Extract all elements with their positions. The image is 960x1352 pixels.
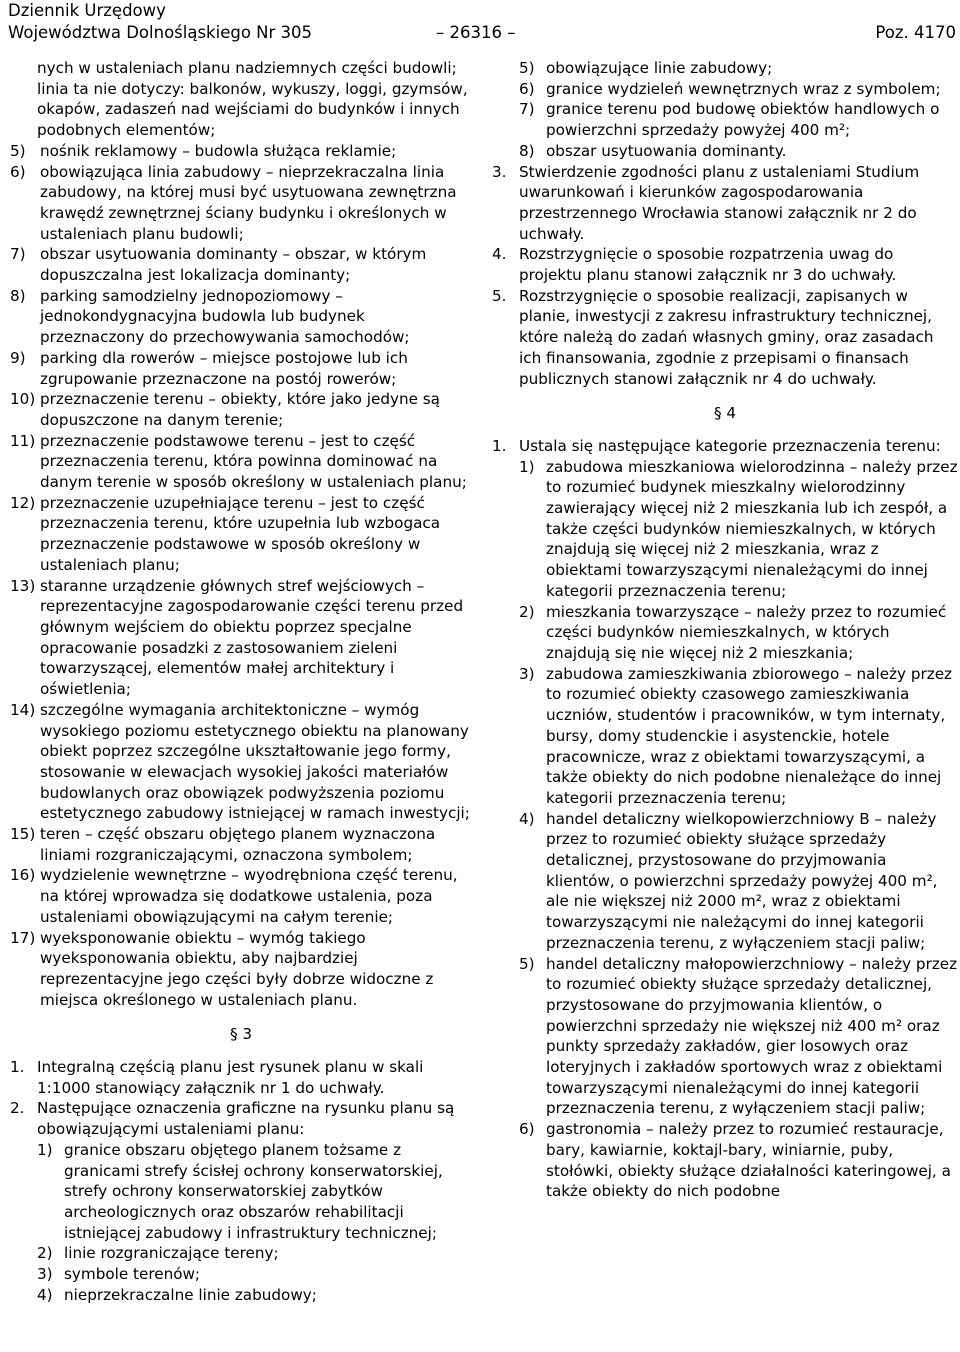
item-number: 7) [519, 100, 535, 119]
item-text: obszar usytuowania dominanty – obszar, w którym dopuszczalna jest lokalizacja dominanty; [40, 245, 427, 285]
item-text: obowiązująca linia zabudowy – nieprzekraczalna linia zabudowy, na której musi być usytuowana zewnętrzna krawędź zewnętrznej ściany budynku i określonych w ustaleniach planu budowli; [40, 162, 457, 243]
item-number: 6) [519, 1120, 535, 1139]
graphic-designations-list [492, 58, 958, 162]
item-text: Ustala się następujące kategorie przeznaczenia terenu: [519, 436, 941, 455]
sub-item [37, 1140, 472, 1244]
item-text: granice terenu pod budowę obiektów handlowych o powierzchni sprzedaży powyżej 400 m²; [546, 100, 940, 140]
sub-item [37, 1243, 472, 1264]
definition-item [10, 824, 472, 865]
item-text: mieszkania towarzyszące – należy przez to rozumieć części budynków niemieszkalnych, w których znajdują się nie więcej niż 2 mieszkania; [546, 602, 947, 662]
numbered-item [492, 286, 958, 390]
item-text: wydzielenie wewnętrzne – wyodrębniona część terenu, na której wprowadza się dodatkowe ustalenia, poza ustaleniami obowiązującymi na całym terenie; [40, 866, 458, 926]
page-number: Poz. 4170 [875, 23, 956, 42]
category-item [519, 602, 958, 664]
item-text: handel detaliczny wielkopowierzchniowy B – należy przez to rozumieć obiekty służące sprzedaży detalicznej, przystosowane do przyjmowania klientów, o powierzchni sprzedaży powyżej 400 m², ale nie większej niż 2000 m², wraz z obiektami towarzyszącymi nie należącymi do innej kategorii przeznaczenia terenu, z wyłączeniem stacji paliw; [546, 809, 938, 952]
category-item [519, 1119, 958, 1202]
definitions-list [10, 141, 472, 1011]
item-number: 1. [10, 1058, 25, 1077]
item-text: Rozstrzygnięcie o sposobie realizacji, zapisanych w planie, inwestycji z zakresu infrastruktury technicznej, które należą do zadań własnych gminy, oraz zasadach ich finansowania, zgodnie z przepisami o finansach publicznych stanowi załącznik nr 4 do uchwały. [519, 286, 934, 388]
numbered-item [492, 244, 958, 285]
item-number: 6) [10, 162, 26, 181]
definition-item [10, 244, 472, 285]
voivodeship-issue: Województwa Dolnośląskiego Nr 305 [8, 23, 313, 42]
item-text: obszar usytuowania dominanty. [546, 141, 787, 160]
sub-item [37, 1285, 472, 1306]
item-number: 2) [519, 602, 535, 621]
sub-item [519, 79, 958, 100]
section-4-categories [492, 457, 958, 1202]
item-text: nieprzekraczalne linie zabudowy; [64, 1285, 317, 1304]
item-number: 14) [10, 700, 36, 719]
item-text: granice obszaru objętego planem tożsame z granicami strefy ścisłej ochrony konserwatorskiej, strefy ochrony konserwatorskiej zabytków archeologicznych oraz obszarów rehabilitacji istniejącej zabudowy i infrastruktury technicznej; [64, 1140, 443, 1242]
item-text: nośnik reklamowy – budowla służąca reklamie; [40, 141, 397, 160]
definition-item [10, 928, 472, 1011]
item-text: zabudowa zamieszkiwania zbiorowego – należy przez to rozumieć obiekty czasowego zamieszkiwania uczniów, studentów i pracowników, w tym internaty, bursy, domy studenckie i asystenckie, hotele pracownicze, wraz z obiektami towarzyszącymi, a także obiekty do nich podobne nienależące do innej kategorii przeznaczenia terenu; [546, 664, 953, 807]
category-item [519, 954, 958, 1120]
continued-definition: nych w ustaleniach planu nadziemnych części budowli; linia ta nie dotyczy: balkonów, wykuszy, loggi, gzymsów, okapów, zadaszeń nad wejściami do budynków i innych podobnych elementów; [37, 59, 468, 140]
section-4-item [492, 436, 958, 457]
definition-item [10, 162, 472, 245]
category-item [519, 664, 958, 809]
item-number: 5) [10, 141, 26, 160]
definition-item [10, 389, 472, 430]
item-number: 5) [519, 59, 535, 77]
category-item [519, 457, 958, 602]
item-text: Stwierdzenie zgodności planu z ustaleniami Studium uwarunkowań i kierunków zagospodarowania przestrzennego Wrocławia stanowi załącznik nr 2 do uchwały. [519, 162, 920, 243]
item-text: granice wydzieleń wewnętrznych wraz z symbolem; [546, 79, 941, 98]
item-number: 5. [492, 286, 507, 305]
item-number: 7) [10, 245, 26, 264]
page-header [8, 0, 956, 44]
item-text: handel detaliczny małopowierzchniowy – należy przez to rozumieć obiekty służące sprzedaży detalicznej, przystosowane do przyjmowania klientów, o powierzchni sprzedaży nie większej niż 400 m² oraz punkty sprzedaży zakładów, gier losowych oraz loteryjnych i zakładów sportowych wraz z obiektami towarzyszącymi nienależącymi do innej kategorii przeznaczenia terenu, z wyłączeniem stacji paliw; [546, 954, 958, 1118]
item-text: Integralną częścią planu jest rysunek planu w skali 1:1000 stanowiący załącznik nr 1 do uchwały. [37, 1058, 424, 1097]
definition-item [10, 576, 472, 700]
journal-title: Dziennik Urzędowy [8, 1, 166, 20]
sub-item [519, 99, 958, 140]
item-text: Następujące oznaczenia graficzne na rysunku planu są obowiązującymi ustaleniami planu: [37, 1099, 455, 1139]
item-number: 8) [10, 286, 26, 305]
item-number: 8) [519, 141, 535, 160]
left-column [10, 58, 472, 1305]
item-text: gastronomia – należy przez to rozumieć restauracje, bary, kawiarnie, koktajl-bary, winiarnie, puby, stołówki, obiekty służące działalności kateringowej, a także obiekty do nich podobne [546, 1120, 951, 1201]
definition-item [10, 431, 472, 493]
item-text: przeznaczenie podstawowe terenu – jest to część przeznaczenia terenu, która powinna dominować na danym terenie w sposób określony w ustaleniach planu; [40, 431, 467, 492]
numbered-item [492, 436, 958, 457]
sub-item [519, 58, 958, 79]
item-number: 4. [492, 245, 507, 264]
item-text: zabudowa mieszkaniowa wielorodzinna – należy przez to rozumieć budynek mieszkalny wielorodzinny zawierający więcej niż 2 mieszkania lub ich zespół, a także części budynków niemieszkalnych, w których znajdują się więcej niż 2 mieszkania, wraz z obiektami towarzyszącymi nienależącymi do innej kategorii przeznaczenia terenu; [546, 457, 958, 600]
item-text: linie rozgraniczające tereny; [64, 1244, 279, 1263]
section-3-items-cont [492, 162, 958, 390]
numbered-item [492, 162, 958, 245]
definition-item [10, 865, 472, 927]
item-text: przeznaczenie terenu – obiekty, które jako jedyne są dopuszczone na danym terenie; [40, 390, 440, 429]
numbered-item [10, 1057, 472, 1098]
item-number: 11) [10, 431, 36, 450]
item-number: 2) [37, 1244, 53, 1263]
section-3-heading: § 3 [229, 1025, 253, 1044]
item-number: 3) [37, 1265, 53, 1284]
section-4-heading: § 4 [713, 404, 737, 423]
item-text: wyeksponowanie obiektu – wymóg takiego wyeksponowania obiektu, aby najbardziej reprezentacyjne jego części były dobrze widoczne z miejsca określonego w ustaleniach planu. [40, 928, 434, 1009]
definition-item [10, 141, 472, 162]
item-number: 16) [10, 866, 36, 885]
section-3-items [10, 1057, 472, 1140]
item-number: 4) [519, 809, 535, 828]
item-text: szczególne wymagania architektoniczne – wymóg wysokiego poziomu estetycznego obiektu na planowany obiekt poprzez szczególne ukształtowanie jego formy, stosowanie w elewacjach wysokiej jakości materiałów budowlanych oraz obowiązek podwyższenia poziomu estetycznego zabudowy istniejącej w ramach inwestycji; [40, 700, 470, 823]
section-3-sublist [10, 1140, 472, 1306]
definition-item [10, 700, 472, 824]
definition-item [10, 348, 472, 389]
item-number: 1. [492, 436, 507, 455]
item-number: 1) [519, 457, 535, 476]
item-text: teren – część obszaru objętego planem wyznaczona liniami rozgraniczającymi, oznaczona symbolem; [40, 825, 436, 864]
item-number: 17) [10, 928, 36, 947]
item-number: 3. [492, 162, 507, 181]
item-number: 10) [10, 390, 36, 409]
right-column [492, 58, 958, 1202]
item-text: staranne urządzenie głównych stref wejściowych – reprezentacyjne zagospodarowanie części terenu przed głównym wejściem do obiektu poprzez specjalne opracowanie posadzki z zastosowaniem zieleni towarzyszącej, elementów małej architektury i oświetlenia; [40, 576, 464, 699]
item-number: 4) [37, 1285, 53, 1304]
item-text: parking dla rowerów – miejsce postojowe lub ich zgrupowanie przeznaczone na postój rowerów; [40, 348, 408, 388]
definition-item [10, 286, 472, 348]
item-number: 15) [10, 825, 36, 844]
item-number: 1) [37, 1140, 53, 1159]
category-item [519, 809, 958, 954]
sub-item [519, 141, 958, 162]
item-number: 9) [10, 348, 26, 367]
item-number: 6) [519, 79, 535, 98]
item-number: 3) [519, 664, 535, 683]
numbered-item [10, 1098, 472, 1139]
item-text: obowiązujące linie zabudowy; [546, 59, 773, 77]
item-text: Rozstrzygnięcie o sposobie rozpatrzenia uwag do projektu planu stanowi załącznik nr 3 do uchwały. [519, 245, 897, 285]
definition-item [10, 493, 472, 576]
sub-item [37, 1264, 472, 1285]
item-text: przeznaczenie uzupełniające terenu – jest to część przeznaczenia terenu, które uzupełnia lub wzbogaca przeznaczenie podstawowe w sposób określony w ustaleniach planu; [40, 493, 441, 574]
item-number: 13) [10, 576, 36, 595]
item-number: 5) [519, 954, 535, 973]
item-text: symbole terenów; [64, 1265, 201, 1284]
item-number: 12) [10, 493, 36, 512]
item-number: 2. [10, 1099, 25, 1118]
page-number-center: – 26316 – [436, 23, 516, 42]
item-text: parking samodzielny jednopoziomowy – jednokondygnacyjna budowla lub budynek przeznaczony do przechowywania samochodów; [40, 286, 410, 347]
